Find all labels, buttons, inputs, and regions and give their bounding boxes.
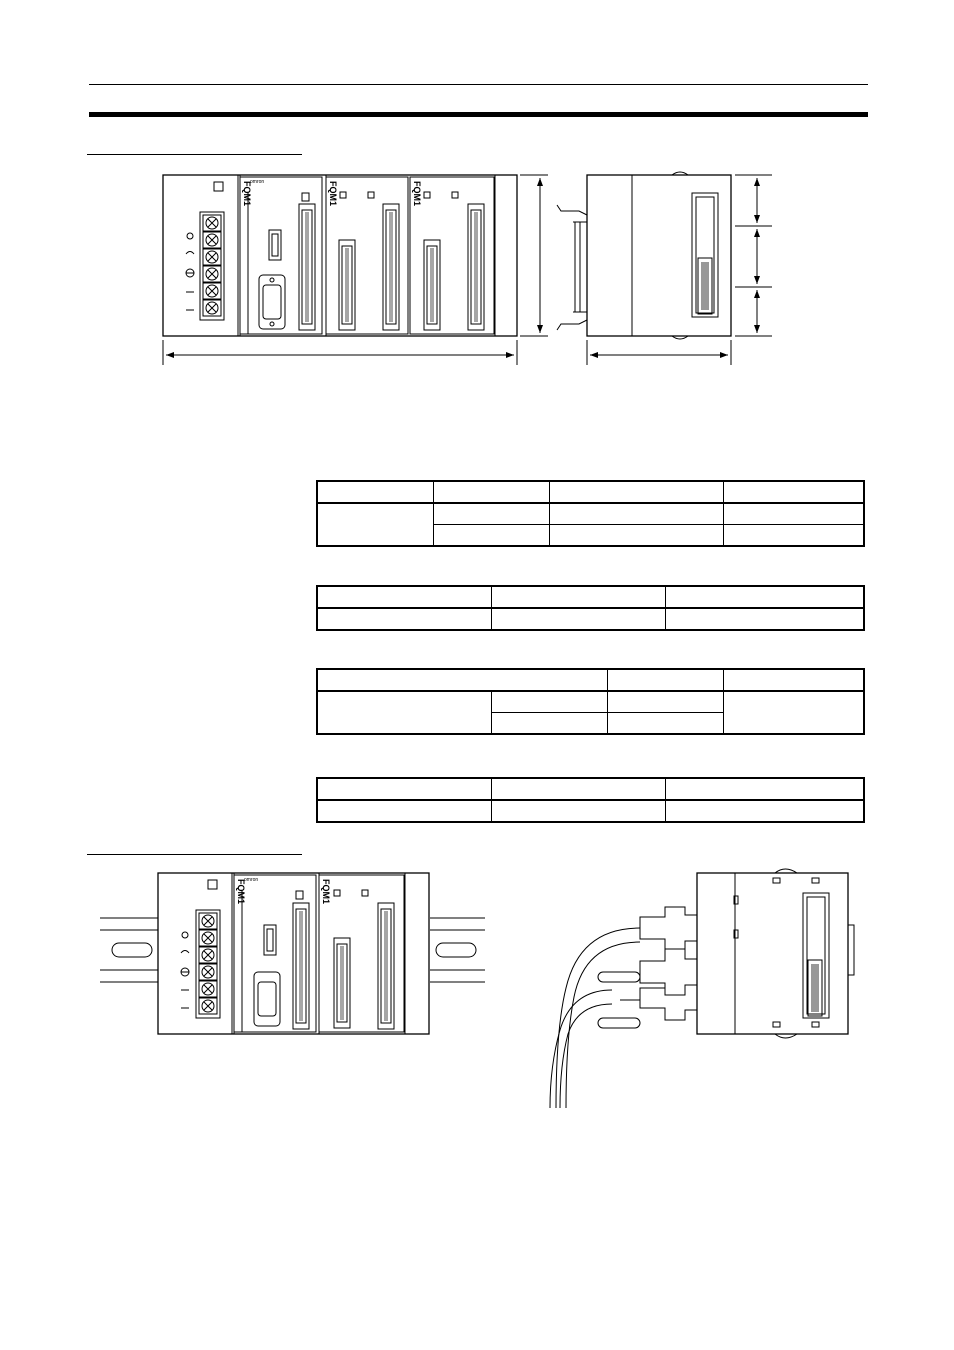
front-brand-label-mod2: FQM1 — [412, 181, 422, 207]
din-brand-label-cpu: FQM1 — [236, 879, 246, 905]
front-brand-label-cpu: FQM1 — [242, 181, 252, 207]
front-maker-label: omron — [250, 179, 265, 185]
front-brand-label-mod1: FQM1 — [328, 181, 338, 207]
din-brand-label-mod: FQM1 — [321, 879, 331, 905]
din-maker-label: omron — [244, 877, 259, 883]
